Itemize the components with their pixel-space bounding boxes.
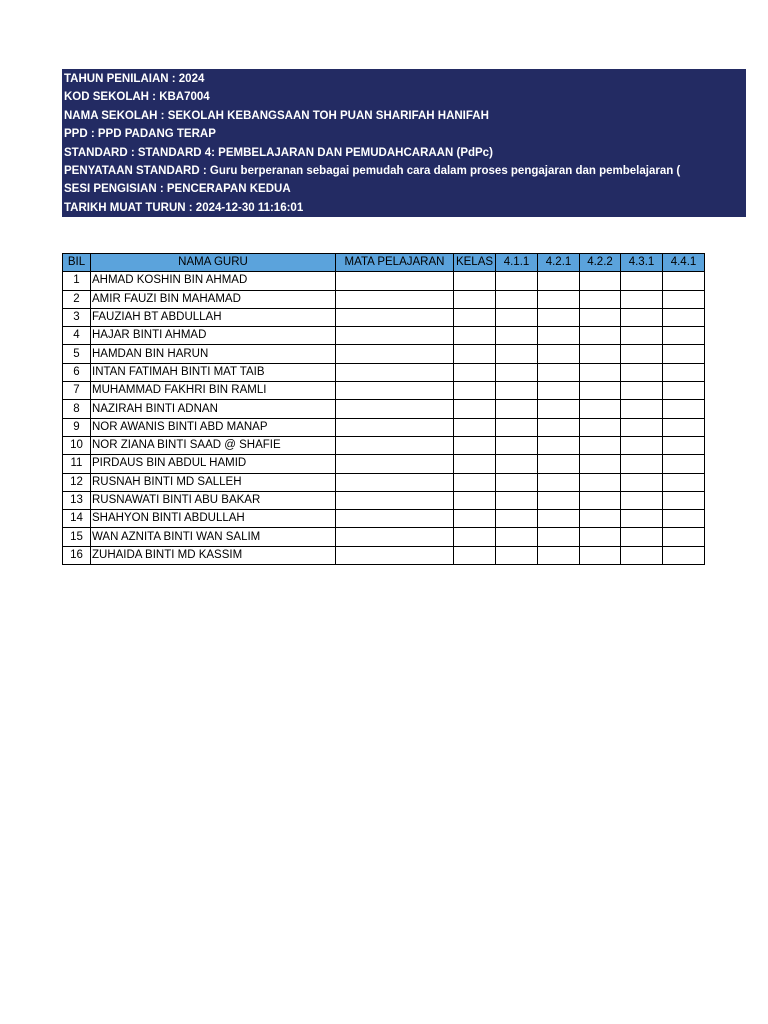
table-row — [63, 308, 705, 326]
bil-cell: 15 — [63, 528, 91, 546]
score-4-1-1-cell — [496, 546, 538, 564]
nama-guru-cell: HAMDAN BIN HARUN — [91, 345, 336, 363]
nama-guru-cell: RUSNAWATI BINTI ABU BAKAR — [91, 491, 336, 509]
mata-pelajaran-cell — [336, 290, 454, 308]
school-name: NAMA SEKOLAH : SEKOLAH KEBANGSAAN TOH PUAN SHARIFAH HANIFAH — [64, 109, 489, 122]
score-4-3-1-cell — [621, 400, 663, 418]
score-4-1-1-cell — [496, 491, 538, 509]
report-header — [62, 69, 746, 217]
score-4-1-1-cell — [496, 510, 538, 528]
mata-pelajaran-cell — [336, 528, 454, 546]
score-4-2-1-cell — [538, 436, 580, 454]
kelas-cell — [454, 290, 496, 308]
mata-pelajaran-cell — [336, 473, 454, 491]
mata-pelajaran-cell — [336, 510, 454, 528]
kelas-cell — [454, 491, 496, 509]
score-4-3-1-cell — [621, 546, 663, 564]
standard-statement: PENYATAAN STANDARD : Guru berperanan sebagai pemudah cara dalam proses pengajaran dan pembelajaran ( — [64, 164, 681, 177]
bil-cell: 2 — [63, 290, 91, 308]
nama-guru-cell: PIRDAUS BIN ABDUL HAMID — [91, 455, 336, 473]
kelas-cell — [454, 528, 496, 546]
mata-pelajaran-cell — [336, 327, 454, 345]
score-4-2-2-cell — [580, 363, 621, 381]
assessment-year: TAHUN PENILAIAN : 2024 — [64, 73, 205, 85]
kelas-cell — [454, 345, 496, 363]
score-4-1-1-cell — [496, 455, 538, 473]
col-header-nama-guru: NAMA GURU — [91, 254, 336, 272]
score-4-3-1-cell — [621, 455, 663, 473]
bil-cell: 3 — [63, 308, 91, 326]
mata-pelajaran-cell — [336, 418, 454, 436]
score-4-2-2-cell — [580, 473, 621, 491]
col-header-4-1-1: 4.1.1 — [496, 254, 538, 272]
score-4-2-1-cell — [538, 308, 580, 326]
bil-cell: 12 — [63, 473, 91, 491]
score-4-4-1-cell — [663, 290, 705, 308]
bil-cell: 11 — [63, 455, 91, 473]
score-4-2-2-cell — [580, 345, 621, 363]
score-4-1-1-cell — [496, 308, 538, 326]
table-row — [63, 473, 705, 491]
table-row — [63, 528, 705, 546]
table-row — [63, 491, 705, 509]
score-4-4-1-cell — [663, 436, 705, 454]
table-row — [63, 345, 705, 363]
nama-guru-cell: WAN AZNITA BINTI WAN SALIM — [91, 528, 336, 546]
table-header-row — [63, 254, 705, 272]
kelas-cell — [454, 418, 496, 436]
score-4-3-1-cell — [621, 272, 663, 290]
table-row — [63, 510, 705, 528]
nama-guru-cell: RUSNAH BINTI MD SALLEH — [91, 473, 336, 491]
mata-pelajaran-cell — [336, 345, 454, 363]
score-4-1-1-cell — [496, 363, 538, 381]
score-4-2-1-cell — [538, 455, 580, 473]
bil-cell: 4 — [63, 327, 91, 345]
score-4-3-1-cell — [621, 418, 663, 436]
mata-pelajaran-cell — [336, 272, 454, 290]
score-4-2-1-cell — [538, 290, 580, 308]
teacher-table — [62, 253, 705, 565]
score-4-2-1-cell — [538, 528, 580, 546]
score-4-1-1-cell — [496, 382, 538, 400]
score-4-4-1-cell — [663, 308, 705, 326]
score-4-3-1-cell — [621, 528, 663, 546]
score-4-2-1-cell — [538, 491, 580, 509]
score-4-1-1-cell — [496, 473, 538, 491]
col-header-bil: BIL — [63, 254, 91, 272]
nama-guru-cell: ZUHAIDA BINTI MD KASSIM — [91, 546, 336, 564]
score-4-3-1-cell — [621, 473, 663, 491]
bil-cell: 5 — [63, 345, 91, 363]
nama-guru-cell: NOR ZIANA BINTI SAAD @ SHAFIE — [91, 436, 336, 454]
score-4-4-1-cell — [663, 455, 705, 473]
score-4-2-1-cell — [538, 272, 580, 290]
col-header-4-3-1: 4.3.1 — [621, 254, 663, 272]
score-4-2-2-cell — [580, 418, 621, 436]
nama-guru-cell: AMIR FAUZI BIN MAHAMAD — [91, 290, 336, 308]
kelas-cell — [454, 363, 496, 381]
filling-session: SESI PENGISIAN : PENCERAPAN KEDUA — [64, 183, 291, 196]
score-4-4-1-cell — [663, 546, 705, 564]
nama-guru-cell: SHAHYON BINTI ABDULLAH — [91, 510, 336, 528]
bil-cell: 9 — [63, 418, 91, 436]
bil-cell: 14 — [63, 510, 91, 528]
table-row — [63, 327, 705, 345]
score-4-2-1-cell — [538, 473, 580, 491]
score-4-2-2-cell — [580, 272, 621, 290]
nama-guru-cell: INTAN FATIMAH BINTI MAT TAIB — [91, 363, 336, 381]
kelas-cell — [454, 400, 496, 418]
score-4-2-1-cell — [538, 546, 580, 564]
score-4-4-1-cell — [663, 382, 705, 400]
score-4-2-1-cell — [538, 327, 580, 345]
score-4-4-1-cell — [663, 510, 705, 528]
table-row — [63, 418, 705, 436]
bil-cell: 7 — [63, 382, 91, 400]
score-4-2-2-cell — [580, 491, 621, 509]
score-4-3-1-cell — [621, 308, 663, 326]
score-4-3-1-cell — [621, 510, 663, 528]
score-4-2-2-cell — [580, 436, 621, 454]
kelas-cell — [454, 455, 496, 473]
table-row — [63, 272, 705, 290]
score-4-1-1-cell — [496, 436, 538, 454]
table-row — [63, 382, 705, 400]
bil-cell: 8 — [63, 400, 91, 418]
district-office: PPD : PPD PADANG TERAP — [64, 128, 216, 141]
score-4-2-2-cell — [580, 455, 621, 473]
score-4-1-1-cell — [496, 418, 538, 436]
score-4-3-1-cell — [621, 363, 663, 381]
score-4-4-1-cell — [663, 491, 705, 509]
score-4-2-2-cell — [580, 528, 621, 546]
score-4-2-1-cell — [538, 510, 580, 528]
col-header-kelas: KELAS — [454, 254, 496, 272]
score-4-2-1-cell — [538, 345, 580, 363]
score-4-1-1-cell — [496, 345, 538, 363]
score-4-2-2-cell — [580, 546, 621, 564]
table-row — [63, 455, 705, 473]
score-4-2-2-cell — [580, 400, 621, 418]
score-4-4-1-cell — [663, 345, 705, 363]
kelas-cell — [454, 473, 496, 491]
score-4-2-1-cell — [538, 382, 580, 400]
score-4-3-1-cell — [621, 345, 663, 363]
col-header-mata-pelajaran: MATA PELAJARAN — [336, 254, 454, 272]
score-4-4-1-cell — [663, 400, 705, 418]
score-4-3-1-cell — [621, 491, 663, 509]
bil-cell: 13 — [63, 491, 91, 509]
col-header-4-4-1: 4.4.1 — [663, 254, 705, 272]
score-4-3-1-cell — [621, 327, 663, 345]
kelas-cell — [454, 382, 496, 400]
mata-pelajaran-cell — [336, 308, 454, 326]
score-4-1-1-cell — [496, 400, 538, 418]
score-4-4-1-cell — [663, 363, 705, 381]
score-4-1-1-cell — [496, 528, 538, 546]
nama-guru-cell: AHMAD KOSHIN BIN AHMAD — [91, 272, 336, 290]
mata-pelajaran-cell — [336, 363, 454, 381]
score-4-2-2-cell — [580, 382, 621, 400]
nama-guru-cell: MUHAMMAD FAKHRI BIN RAMLI — [91, 382, 336, 400]
nama-guru-cell: HAJAR BINTI AHMAD — [91, 327, 336, 345]
score-4-3-1-cell — [621, 382, 663, 400]
table-row — [63, 290, 705, 308]
kelas-cell — [454, 546, 496, 564]
bil-cell: 16 — [63, 546, 91, 564]
score-4-4-1-cell — [663, 418, 705, 436]
standard-title: STANDARD : STANDARD 4: PEMBELAJARAN DAN PEMUDAHCARAAN (PdPc) — [64, 146, 493, 159]
table-row — [63, 436, 705, 454]
score-4-2-2-cell — [580, 290, 621, 308]
mata-pelajaran-cell — [336, 491, 454, 509]
score-4-4-1-cell — [663, 528, 705, 546]
score-4-4-1-cell — [663, 473, 705, 491]
nama-guru-cell: NAZIRAH BINTI ADNAN — [91, 400, 336, 418]
bil-cell: 1 — [63, 272, 91, 290]
score-4-4-1-cell — [663, 327, 705, 345]
download-date: TARIKH MUAT TURUN : 2024-12-30 11:16:01 — [64, 201, 304, 214]
table-row — [63, 400, 705, 418]
score-4-4-1-cell — [663, 272, 705, 290]
score-4-3-1-cell — [621, 290, 663, 308]
kelas-cell — [454, 436, 496, 454]
score-4-2-2-cell — [580, 510, 621, 528]
mata-pelajaran-cell — [336, 382, 454, 400]
col-header-4-2-2: 4.2.2 — [580, 254, 621, 272]
school-code: KOD SEKOLAH : KBA7004 — [64, 91, 210, 104]
mata-pelajaran-cell — [336, 400, 454, 418]
score-4-2-2-cell — [580, 308, 621, 326]
nama-guru-cell: NOR AWANIS BINTI ABD MANAP — [91, 418, 336, 436]
kelas-cell — [454, 272, 496, 290]
score-4-3-1-cell — [621, 436, 663, 454]
score-4-2-1-cell — [538, 363, 580, 381]
score-4-2-1-cell — [538, 418, 580, 436]
kelas-cell — [454, 510, 496, 528]
kelas-cell — [454, 308, 496, 326]
score-4-1-1-cell — [496, 290, 538, 308]
bil-cell: 6 — [63, 363, 91, 381]
bil-cell: 10 — [63, 436, 91, 454]
kelas-cell — [454, 327, 496, 345]
nama-guru-cell: FAUZIAH BT ABDULLAH — [91, 308, 336, 326]
score-4-1-1-cell — [496, 327, 538, 345]
table-row — [63, 546, 705, 564]
mata-pelajaran-cell — [336, 436, 454, 454]
score-4-2-2-cell — [580, 327, 621, 345]
table-row — [63, 363, 705, 381]
mata-pelajaran-cell — [336, 546, 454, 564]
score-4-2-1-cell — [538, 400, 580, 418]
col-header-4-2-1: 4.2.1 — [538, 254, 580, 272]
score-4-1-1-cell — [496, 272, 538, 290]
mata-pelajaran-cell — [336, 455, 454, 473]
